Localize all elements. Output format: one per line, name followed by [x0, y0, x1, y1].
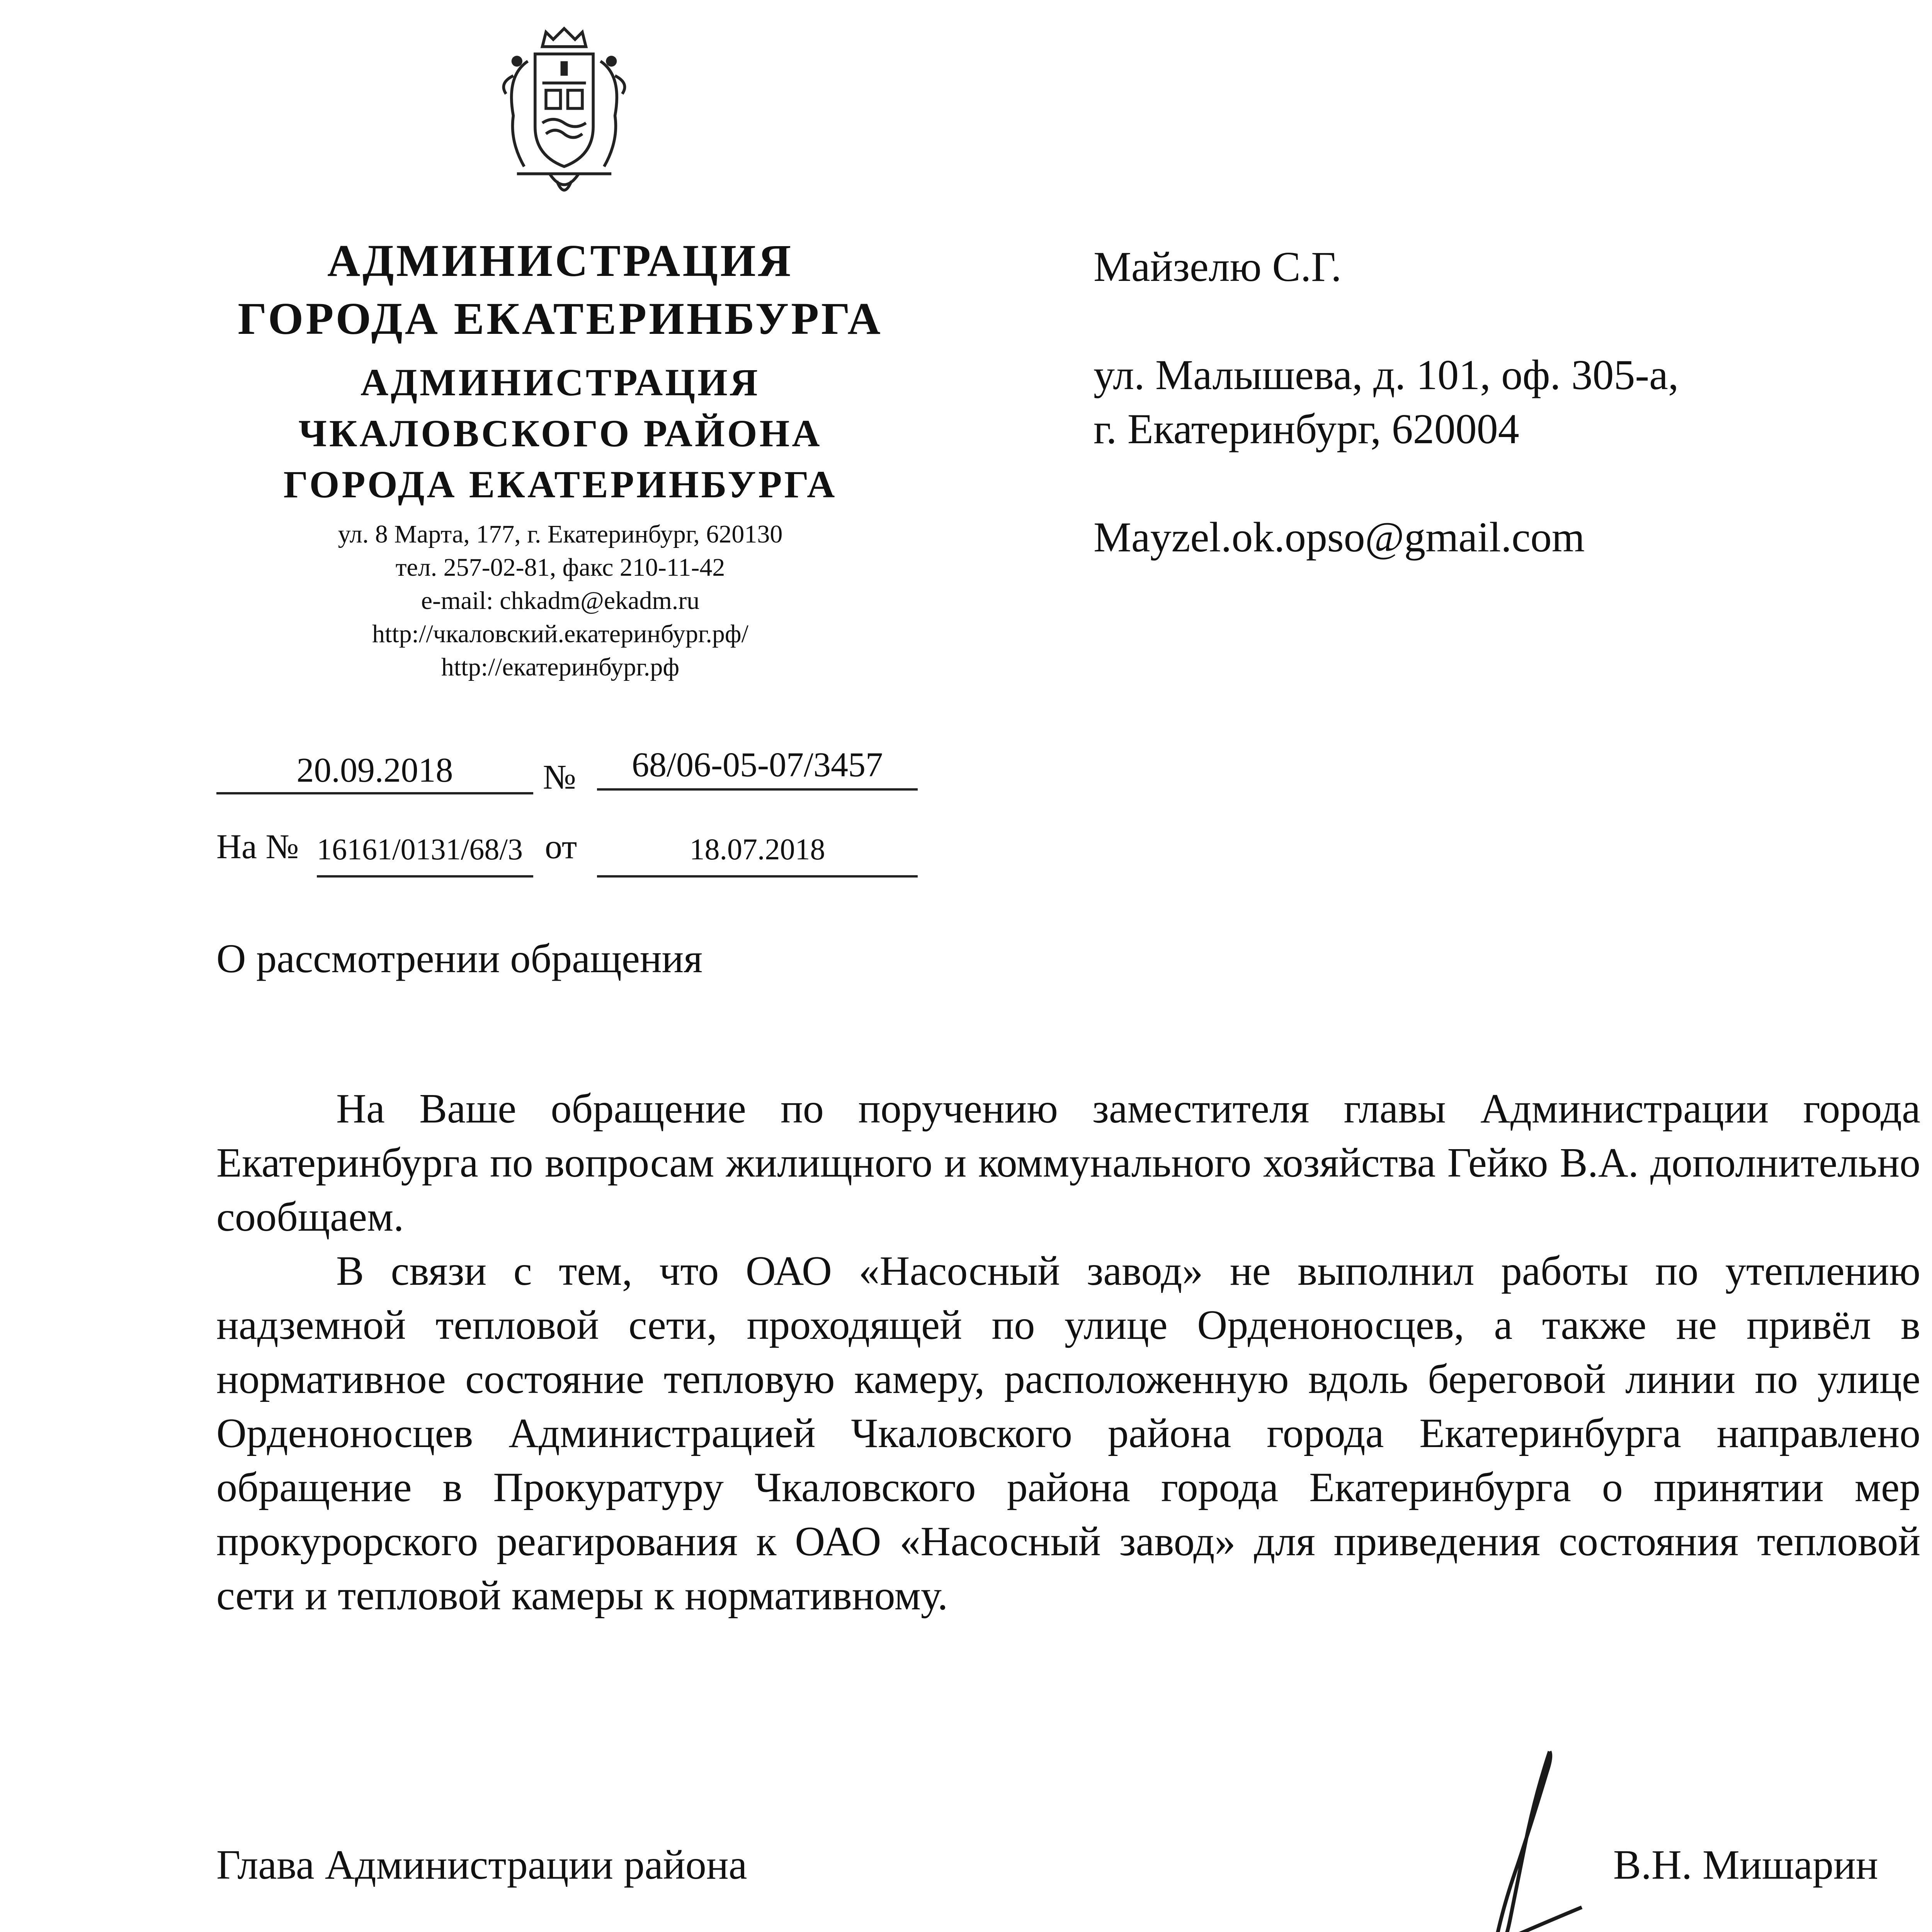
reply-prefix: На №	[216, 828, 299, 866]
body-paragraph-2: В связи с тем, что ОАО «Насосный завод» не выполнил работы по утеплению надземной тепловой сети, проходящей по улице Орденоносцев, а также не привёл в нормативное состояние тепловую камеру, расположенную вдоль береговой линии по улице Орденоносцев Администрацией Чкаловского района города Екатеринбурга направлено обращение в Прокуратуру Чкаловского района города Екатеринбурга о принятии мер прокурорского реагирования к ОАО «Насосный завод» для приведения состояния тепловой сети и тепловой камеры к нормативному.	[216, 1248, 1920, 1619]
letter-body	[216, 1082, 1920, 1623]
addressee-name: Майзелю С.Г.	[1094, 243, 1342, 290]
letterhead-email: e-mail: chkadm@ekadm.ru	[421, 587, 700, 615]
reply-date: 18.07.2018	[689, 832, 825, 866]
signer-name: В.Н. Мишарин	[1613, 1842, 1878, 1888]
dept-name-line-2: ЧКАЛОВСКОГО РАЙОНА	[298, 412, 822, 455]
letterhead-phone: тел. 257-02-81, факс 210-11-42	[395, 553, 725, 582]
letterhead-site-1: http://чкаловский.екатеринбург.рф/	[372, 620, 749, 648]
from-label: от	[545, 828, 577, 866]
registration-date: 20.09.2018	[296, 751, 453, 789]
registration-date-field	[216, 746, 533, 794]
letterhead-site-2: http://екатеринбург.рф	[441, 653, 680, 681]
addressee-address-2: г. Екатеринбург, 620004	[1094, 405, 1519, 452]
letterhead-contacts	[216, 518, 904, 684]
number-sign: №	[543, 758, 576, 796]
dept-name-line-1: АДМИНИСТРАЦИЯ	[361, 361, 760, 404]
registration-number-field	[597, 738, 918, 791]
letterhead-address: ул. 8 Марта, 177, г. Екатеринбург, 620130	[338, 520, 783, 548]
reply-number-field	[317, 821, 533, 878]
reply-number: 16161/0131/68/3	[317, 832, 523, 866]
dept-name-line-3: ГОРОДА ЕКАТЕРИНБУРГА	[283, 463, 837, 506]
letterhead	[162, 232, 958, 510]
org-name-line-1: АДМИНИСТРАЦИЯ	[327, 235, 794, 286]
org-name-line-2: ГОРОДА ЕКАТЕРИНБУРГА	[238, 293, 883, 344]
letter-subject: О рассмотрении обращения	[216, 936, 703, 981]
registration-number: 68/06-05-07/3457	[632, 746, 883, 784]
body-paragraph-1: На Ваше обращение по поручению заместителя главы Администрации города Екатеринбурга по вопросам жилищного и коммунального хозяйства Гейко В.А. дополнительно сообщаем.	[216, 1086, 1920, 1240]
addressee-block	[1094, 240, 1932, 564]
coat-of-arms-icon	[473, 21, 655, 203]
addressee-email: Mayzel.ok.opso@gmail.com	[1094, 514, 1585, 561]
reply-date-field	[597, 821, 918, 878]
addressee-address-1: ул. Малышева, д. 101, оф. 305-а,	[1094, 351, 1679, 398]
signer-title: Глава Администрации района	[216, 1842, 747, 1888]
handwritten-signature-icon	[1461, 1747, 1584, 1932]
